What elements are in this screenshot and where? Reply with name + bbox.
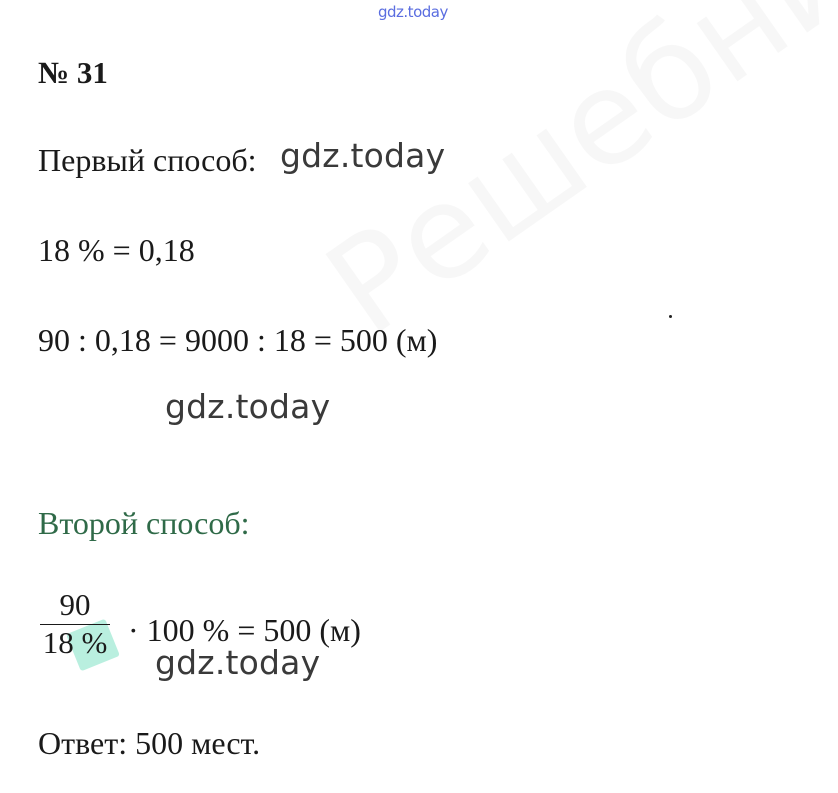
fraction-numerator: 90 (59, 587, 91, 622)
watermark-inline: gdz.today (155, 643, 321, 682)
method2-label: Второй способ: (38, 505, 250, 541)
diagonal-watermark (300, 0, 838, 365)
fraction-denominator: 18 % (42, 625, 108, 660)
stray-dot (669, 315, 672, 318)
watermark-top: gdz.today (378, 3, 448, 21)
method1-line2: 90 : 0,18 = 9000 : 18 = 500 (м) (38, 322, 438, 358)
answer: Ответ: 500 мест. (38, 725, 261, 761)
method1-label: Первый способ: (38, 142, 257, 178)
method2-expression: · 100 % = 500 (м) (128, 612, 361, 648)
fraction (40, 588, 110, 661)
watermark-inline: gdz.today (280, 136, 446, 175)
problem-number: № 31 (38, 55, 108, 90)
method1-line1: 18 % = 0,18 (38, 232, 195, 268)
watermark-inline: gdz.today (165, 387, 331, 426)
